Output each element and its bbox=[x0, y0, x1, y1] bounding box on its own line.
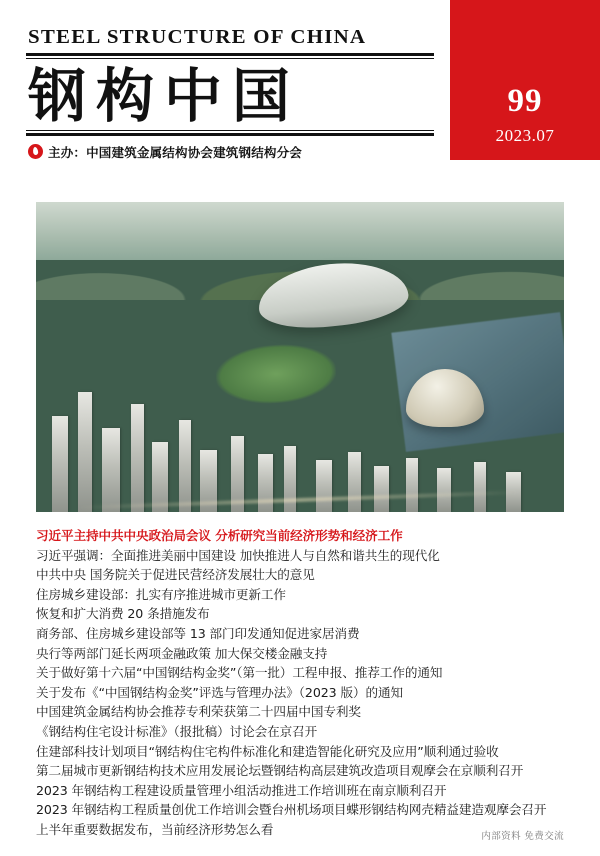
latin-title: STEEL STRUCTURE OF CHINA bbox=[28, 26, 367, 48]
list-item[interactable]: 习近平主持中共中央政治局会议 分析研究当前经济形势和经济工作 bbox=[36, 528, 403, 543]
list-item[interactable]: 关于做好第十六届“中国钢结构金奖”（第一批）工程申报、推荐工作的通知 bbox=[36, 665, 443, 681]
list-item[interactable]: 第二届城市更新钢结构技术应用发展论坛暨钢结构高层建筑改造项目观摩会在京顺利召开 bbox=[36, 763, 524, 779]
list-item[interactable]: 上半年重要数据发布，当前经济形势怎么看 bbox=[36, 821, 274, 837]
cover-photo bbox=[36, 202, 564, 512]
cover-tower bbox=[102, 428, 120, 512]
rule-top-thin bbox=[26, 58, 434, 59]
rule-bottom-thick bbox=[26, 133, 434, 136]
list-item[interactable]: 关于发布《“中国钢结构金奖”评选与管理办法》（2023 版）的通知 bbox=[36, 684, 403, 700]
list-item[interactable]: 商务部、住房城乡建设部等 13 部门印发通知促进家居消费 bbox=[36, 625, 360, 641]
cover-tower bbox=[474, 462, 486, 512]
masthead bbox=[0, 0, 600, 160]
cover-tower bbox=[179, 420, 191, 512]
list-item[interactable]: 习近平强调：全面推进美丽中国建设 加快推进人与自然和谐共生的现代化 bbox=[36, 547, 440, 563]
list-item[interactable]: 住房城乡建设部：扎实有序推进城市更新工作 bbox=[36, 586, 286, 602]
list-item[interactable]: 恢复和扩大消费 20 条措施发布 bbox=[36, 606, 210, 622]
list-item[interactable]: 住建部科技计划项目“钢结构住宅构件标准化和建造智能化研究及应用”顺利通过验收 bbox=[36, 743, 499, 759]
cover-tower bbox=[406, 458, 418, 512]
list-item[interactable]: 2023 年钢结构工程建设质量管理小组活动推进工作培训班在南京顺利召开 bbox=[36, 782, 447, 798]
cover-tower bbox=[78, 392, 92, 512]
cover-tower bbox=[348, 452, 361, 512]
cover-towers bbox=[36, 352, 564, 512]
flame-icon bbox=[28, 144, 43, 159]
list-item[interactable]: 央行等两部门延长两项金融政策 加大保交楼金融支持 bbox=[36, 645, 328, 661]
cover-tower bbox=[437, 468, 451, 512]
cover-photo-art bbox=[36, 202, 564, 512]
sponsor-text: 主办：中国建筑金属结构协会建筑钢结构分会 bbox=[48, 144, 303, 160]
issue-number: 99 bbox=[507, 83, 543, 119]
cover-tower bbox=[131, 404, 144, 512]
footer-note: 内部资料 免费交流 bbox=[481, 831, 564, 842]
list-item[interactable]: 《钢结构住宅设计标准》（报批稿）讨论会在京召开 bbox=[36, 723, 318, 739]
page-title: 钢构中国 bbox=[28, 62, 301, 130]
cover-tower bbox=[52, 416, 68, 512]
list-item[interactable]: 中国建筑金属结构协会推荐专利荣获第二十四届中国专利奖 bbox=[36, 704, 361, 720]
issue-badge bbox=[450, 0, 600, 160]
cover-tower bbox=[374, 466, 389, 512]
cover-tower bbox=[316, 460, 332, 512]
list-item[interactable]: 2023 年钢结构工程质量创优工作培训会暨台州机场项目蝶形钢结构网壳精益建造观摩会召开 bbox=[36, 802, 547, 818]
list-item[interactable]: 中共中央 国务院关于促进民营经济发展壮大的意见 bbox=[36, 567, 315, 583]
issue-date: 2023.07 bbox=[495, 126, 555, 145]
rule-top-thick bbox=[26, 53, 434, 56]
headline-list bbox=[36, 526, 564, 840]
cover-tower bbox=[152, 442, 168, 512]
